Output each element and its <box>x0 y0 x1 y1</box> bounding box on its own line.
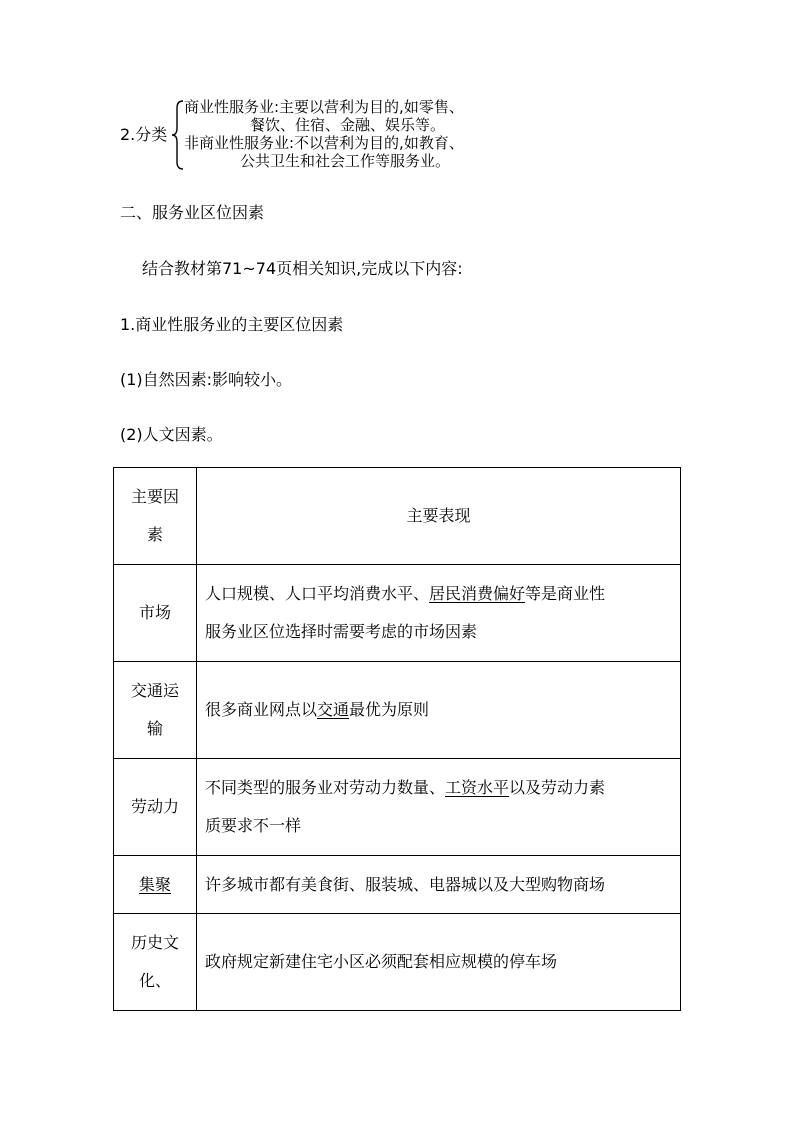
factor-cell <box>114 759 197 856</box>
performance-cell <box>197 914 681 1011</box>
factor-cell <box>114 856 197 914</box>
table-row <box>114 565 681 662</box>
performance-line-1 <box>205 691 672 729</box>
table-row <box>114 856 681 914</box>
performance-cell <box>197 565 681 662</box>
header-factor-cell <box>114 468 197 565</box>
text-segment: 最优为原则 <box>349 700 430 719</box>
factor-label-line-1: 历史文 <box>130 933 179 952</box>
performance-line-1 <box>205 769 672 807</box>
natural-factor: (1)自然因素:影响较小。 <box>120 370 293 389</box>
commercial-line-2: 餐饮、住宿、金融、娱乐等。 <box>250 116 446 134</box>
underlined-answer: 交通 <box>317 700 350 719</box>
underlined-answer: 工资水平 <box>445 778 510 797</box>
underlined-answer: 居民消费偏好 <box>429 584 526 603</box>
factor-label: 劳动力 <box>130 797 179 816</box>
performance-line-1: 许多城市都有美食街、服装城、电器城以及大型购物商场 <box>205 874 606 894</box>
header-factor-line-1: 主要因 <box>130 487 179 506</box>
subsection-title: 1.商业性服务业的主要区位因素 <box>120 315 344 334</box>
brace-icon <box>172 100 184 170</box>
human-factor: (2)人文因素。 <box>120 425 223 444</box>
performance-line-2: 服务业区位选择时需要考虑的市场因素 <box>205 622 478 641</box>
factor-table <box>113 467 681 1011</box>
performance-line-2: 质要求不一样 <box>205 816 302 835</box>
text-segment: 等是商业性 <box>525 584 606 603</box>
factor-label-line-2: 化、 <box>138 971 171 990</box>
performance-cell <box>197 759 681 856</box>
instruction-text: 结合教材第71~74页相关知识,完成以下内容: <box>142 259 463 278</box>
header-performance-cell: 主要表现 <box>197 468 681 565</box>
performance-line-1 <box>205 575 672 613</box>
factor-label-line-1: 交通运 <box>130 681 179 700</box>
section-title: 二、服务业区位因素 <box>120 203 265 222</box>
commercial-line-1: 商业性服务业:主要以营利为目的,如零售、 <box>184 98 464 116</box>
factor-cell <box>114 565 197 662</box>
noncommercial-line-1: 非商业性服务业:不以营利为目的,如教育、 <box>184 134 464 152</box>
factor-cell <box>114 662 197 759</box>
classification-label: 2.分类 <box>120 125 168 144</box>
table-row <box>114 662 681 759</box>
text-segment: 人口规模、人口平均消费水平、 <box>205 584 430 603</box>
performance-cell <box>197 662 681 759</box>
table-row <box>114 914 681 1011</box>
noncommercial-line-2: 公共卫生和社会工作等服务业。 <box>240 152 451 170</box>
underlined-factor-label: 集聚 <box>138 874 171 894</box>
performance-line-1: 政府规定新建住宅小区必须配套相应规模的停车场 <box>205 952 558 971</box>
text-segment: 不同类型的服务业对劳动力数量、 <box>205 778 446 797</box>
text-segment: 以及劳动力素 <box>509 778 606 797</box>
factor-label: 市场 <box>138 603 171 622</box>
table-header-row <box>114 468 681 565</box>
table-row <box>114 759 681 856</box>
factor-label-line-2: 输 <box>146 719 163 738</box>
header-factor-line-2: 素 <box>146 525 163 544</box>
text-segment: 很多商业网点以 <box>205 700 318 719</box>
factor-cell <box>114 914 197 1011</box>
performance-cell <box>197 856 681 914</box>
